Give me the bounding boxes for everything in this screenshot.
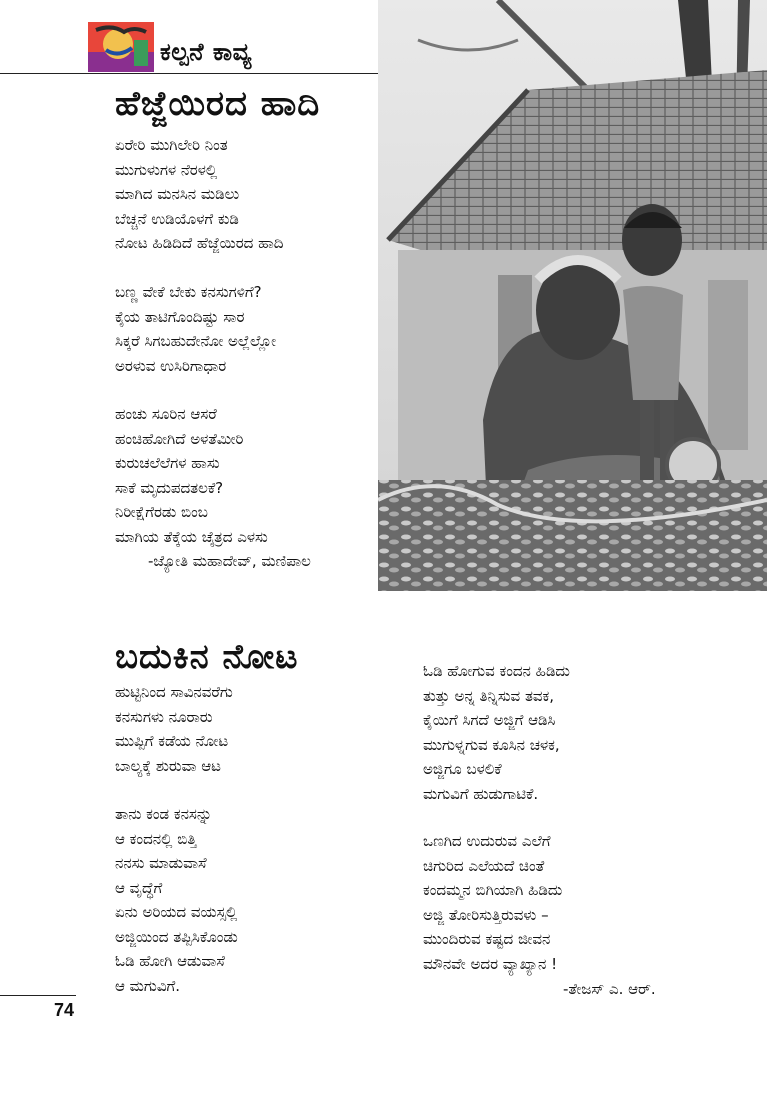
poem-line: ಅಜ್ಜಿ ತೋರಿಸುತ್ತಿರುವಳು –: [423, 905, 549, 924]
poem2-right-stanza-1: [423, 659, 570, 806]
poem-line: ಹಂಚಿಹೋಗಿದೆ ಅಳತೆಮೀರಿ: [115, 429, 244, 448]
poem2-left-stanza-2: [115, 802, 238, 998]
poem-line: ಬಣ್ಣ ವೇಕೆ ಬೇಕು ಕನಸುಗಳಿಗೆ?: [115, 283, 262, 301]
poem-line: ಕೈಯಿಗೆ ಸಿಗದೆ ಅಜ್ಜಿಗೆ ಆಡಿಸಿ: [423, 711, 556, 729]
poem1-stanza-3: [115, 402, 268, 549]
section-title: ಕಲ್ಪನೆ ಕಾವ್ಯ: [160, 38, 252, 66]
poem-line: ಬಾಲ್ಯಕ್ಕೆ ಶುರುವಾ ಆಟ: [115, 756, 221, 775]
poem-line: ಓಡಿ ಹೋಗುವ ಕಂದನ ಹಿಡಿದು: [423, 662, 570, 680]
poem-line: ಹುಟ್ಟಿನಿಂದ ಸಾವಿನವರೆಗು: [115, 683, 233, 701]
poem2-right-stanza-2: [423, 829, 562, 976]
poem1-title: ಹೆಜ್ಜೆಯಿರದ ಹಾದಿ: [115, 84, 321, 124]
poem-line: ಮುಗುಳುಗಳ ನೆರಳಲ್ಲಿ: [115, 160, 218, 179]
poem-line: ಮೌನವೇ ಅದರ ವ್ಯಾಖ್ಯಾನ !: [423, 954, 558, 973]
poem-line: ಅಜ್ಜಿಯಿಂದ ತಪ್ಪಿಸಿಕೊಂಡು: [115, 927, 238, 946]
poem1-author: -ಜ್ಯೋತಿ ಮಹಾದೇವ್, ಮಣಿಪಾಲ: [148, 552, 311, 570]
poem-line: ತಾನು ಕಂಡ ಕನಸನ್ನು: [115, 805, 213, 823]
section-logo-icon: [88, 22, 154, 72]
grandmother-child-photo: [378, 0, 767, 591]
poem-line: ಮುಗುಳ್ನಗುವ ಕೂಸಿನ ಚಳಕ,: [423, 735, 560, 754]
poem-line: ಮುಪ್ಪಿಗೆ ಕಡೆಯ ನೋಟ: [115, 732, 229, 750]
poem-line: ಕೈಯ ತಾಟಿಗೊಂದಿಷ್ಟು ಸಾರ: [115, 307, 245, 326]
poem-line: ಮಾಗಿದ ಮನಸಿನ ಮಡಿಲು: [115, 185, 240, 203]
poem-line: ಕನಸುಗಳು ನೂರಾರು: [115, 707, 213, 726]
poem-line: ಹಂಚು ಸೂರಿನ ಆಸರೆ: [115, 405, 217, 423]
poem-line: ಚಿಗುರಿದ ಎಲೆಯದೆ ಚಿಂತೆ: [423, 856, 545, 875]
poem2-author: -ತೇಜಸ್ ಎ. ಆರ್.: [563, 980, 656, 998]
poem-line: ಏನು ಅರಿಯದ ವಯಸ್ಸಲ್ಲಿ: [115, 903, 238, 921]
poem-line: ಆ ಮಗುವಿಗೆ.: [115, 976, 180, 995]
poem-line: ಅಜ್ಜಿಗೂ ಬಳಲಿಕೆ: [423, 760, 502, 778]
poem-line: ಓಡಿ ಹೋಗಿ ಆಡುವಾಸೆ: [115, 952, 225, 970]
poem-line: ಕುರುಚಲೆಲೆಗಳ ಹಾಸು: [115, 454, 220, 472]
poem-line: ನೋಟ ಹಿಡಿದಿದೆ ಹೆಜ್ಜೆಯಿರದ ಹಾದಿ: [115, 234, 284, 252]
poem-line: ಆ ಕಂದನಲ್ಲಿ ಬಿತ್ತಿ: [115, 829, 197, 848]
poem-line: ಮಾಗಿಯ ತೆಕ್ಕೆಯ ಚೈತ್ರದ ಎಳಸು: [115, 527, 268, 546]
poem-line: ಸಾಕೆ ಮೃದುಪದತಲಕೆ?: [115, 478, 224, 497]
poem-line: ಮಗುವಿಗೆ ಹುಡುಗಾಟಿಕೆ.: [423, 784, 539, 803]
poem-line: ಆ ವೃದ್ಧೆಗೆ: [115, 878, 163, 897]
poem1-stanza-1: [115, 133, 283, 256]
poem-line: ಅರಳುವ ಉಸಿರಿಗಾಧಾರ: [115, 356, 227, 375]
header-rule: [0, 73, 378, 74]
poem-line: ಬೆಚ್ಚನೆ ಉಡಿಯೊಳಗೆ ಕುಡಿ: [115, 209, 239, 228]
poem-line: ಒಣಗಿದ ಉದುರುವ ಎಲೆಗೆ: [423, 832, 551, 850]
poem-line: ನನಸು ಮಾಡುವಾಸೆ: [115, 854, 207, 872]
poem2-title: ಬದುಕಿನ ನೋಟ: [115, 637, 299, 677]
poem-line: ಕಂದಮ್ಮನ ಬಿಗಿಯಾಗಿ ಹಿಡಿದು: [423, 881, 563, 899]
page-number: 74: [54, 1000, 75, 1020]
footer-rule: [0, 995, 76, 996]
poem-line: ಸಿಕ್ಕರೆ ಸಿಗಬಹುದೇನೋ ಅಲ್ಲೆಲ್ಲೋ: [115, 332, 277, 350]
poem-line: ಏರೇರಿ ಮುಗಿಲೇರಿ ನಿಂತ: [115, 136, 228, 154]
poem-line: ಮುಂದಿರುವ ಕಷ್ಟದ ಜೀವನ: [423, 930, 551, 948]
poem-line: ತುತ್ತು ಅನ್ನ ತಿನ್ನಿಸುವ ತವಕ,: [423, 686, 555, 705]
poem1-stanza-2: [115, 280, 276, 378]
poem2-left-stanza-1: [115, 680, 233, 778]
poem-line: ನಿರೀಕ್ಷೆಗೆರಡು ಬಿಂಬ: [115, 503, 208, 521]
